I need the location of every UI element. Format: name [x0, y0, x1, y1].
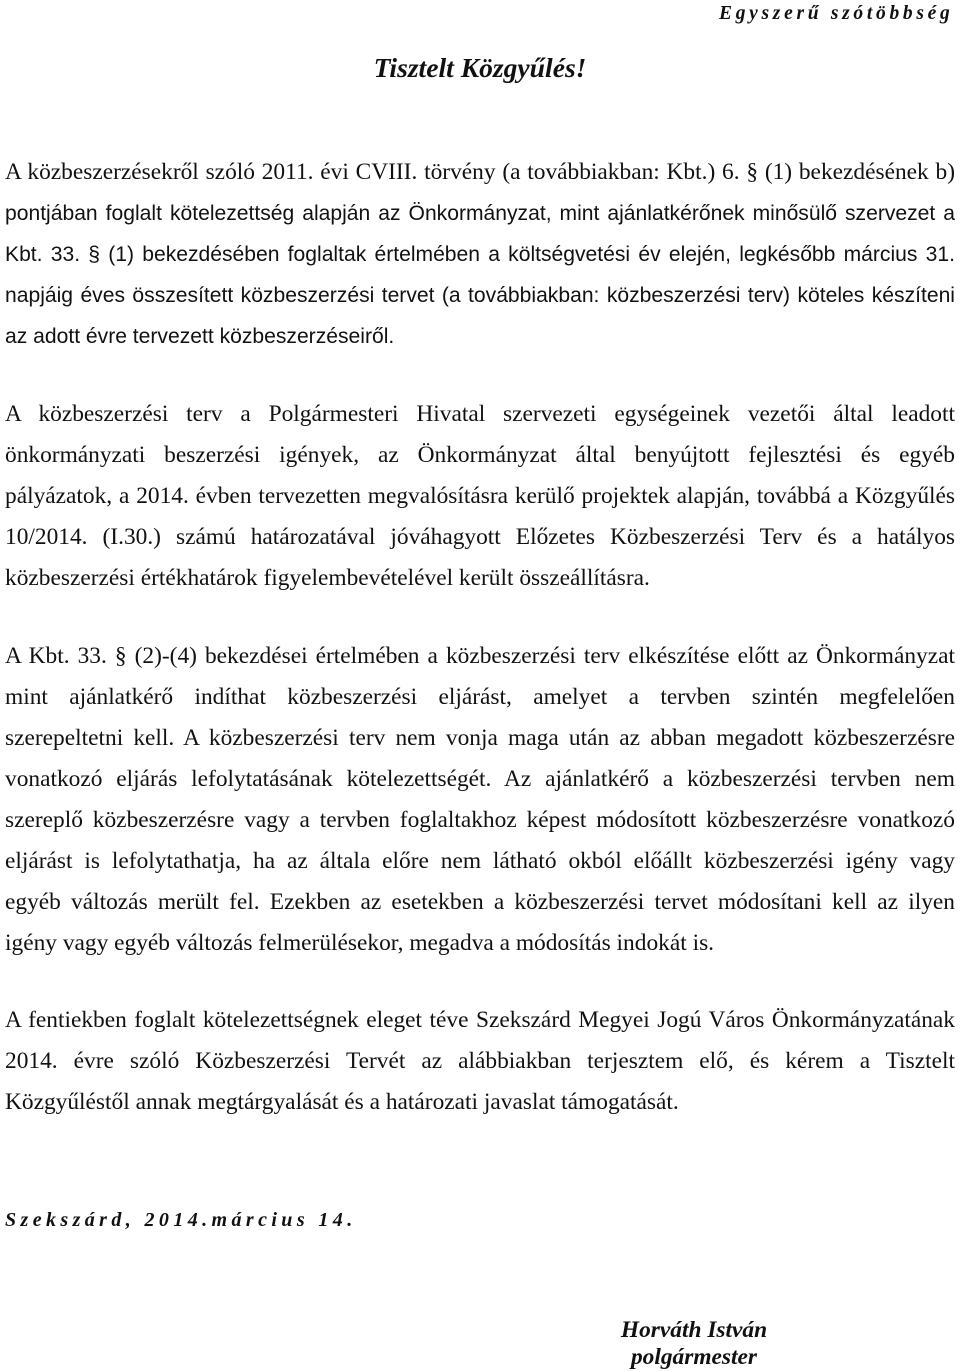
body-text-line: Kbt. 33. § (1) bekezdésében foglaltak értelmében a költségvetési év elején, legkésőbb március 31. — [5, 242, 955, 266]
body-text-line: 2014. évre szóló Közbeszerzési Tervét az alábbiakban terjesztem elő, és kérem a Tisztelt — [5, 1047, 955, 1074]
signatory-title: polgármester — [630, 1343, 758, 1370]
salutation: Tisztelt Közgyűlés! — [373, 52, 587, 83]
body-text-line: pályázatok, a 2014. évben tervezetten megvalósításra kerülő projektek alapján, továbbá a Közgyűlés — [5, 482, 955, 509]
signature-block — [594, 1317, 794, 1371]
body-text-line: mint ajánlatkérő indíthat közbeszerzési eljárást, amelyet a tervben szintén megfelelően — [5, 683, 955, 710]
body-text-line: A közbeszerzésekről szóló 2011. évi CVIII. törvény (a továbbiakban: Kbt.) 6. § (1) bekezdésének b) — [5, 158, 955, 185]
body-text-line: igény vagy egyéb változás felmerülésekor, megadva a módosítás indokát is. — [5, 930, 715, 957]
body-text-line: A fentiekben foglalt kötelezettségnek eleget téve Szekszárd Megyei Jogú Város Önkormányzatának — [5, 1006, 955, 1033]
paragraph-legal-basis — [5, 152, 955, 357]
body-text-line: egyéb változás merült fel. Ezekben az esetekben a közbeszerzési tervet módosítani kell az ilyen — [5, 889, 955, 916]
body-text-line: szereplő közbeszerzésre vagy a tervben foglaltakhoz képest módosított közbeszerzésre vonatkozó — [5, 806, 955, 833]
place-and-date: Szekszárd, 2014.március 14. — [5, 1209, 357, 1231]
body-text-line: napjáig éves összesített közbeszerzési tervet (a továbbiakban: közbeszerzési terv) köteles készíteni — [5, 283, 955, 307]
paragraph-plan-basis — [5, 394, 955, 599]
body-text-line: A Kbt. 33. § (2)-(4) bekezdései értelmében a közbeszerzési terv elkészítése előtt az Önkormányzat — [5, 642, 955, 669]
signatory-name: Horváth István — [620, 1316, 768, 1343]
vote-requirement-label: Egyszerű szótöbbség — [719, 3, 954, 24]
body-text-line: közbeszerzési értékhatárok figyelembevételével került összeállításra. — [5, 564, 650, 591]
paragraph-plan-modification — [5, 636, 955, 965]
body-text-line: önkormányzati beszerzési igények, az Önkormányzat által benyújtott fejlesztési és egyéb — [5, 441, 955, 468]
body-text-line: vonatkozó eljárás lefolytatásának kötelezettségét. Az ajánlatkérő a közbeszerzési tervben nem — [5, 765, 955, 792]
body-text-line: eljárást is lefolytathatja, ha az általa előre nem látható okból előállt közbeszerzési igény vagy — [5, 847, 955, 874]
body-text-line: A közbeszerzési terv a Polgármesteri Hivatal szervezeti egységeinek vezetői által leadott — [5, 400, 955, 427]
body-text-line: 10/2014. (I.30.) számú határozatával jóváhagyott Előzetes Közbeszerzési Terv és a hatályos — [5, 523, 955, 550]
body-text-line: az adott évre tervezett közbeszerzéseiről. — [5, 324, 395, 348]
body-text-line: szerepeltetni kell. A közbeszerzési terv nem vonja maga után az abban megadott közbeszerzésre — [5, 724, 955, 751]
body-text-line: Közgyűléstől annak megtárgyalását és a határozati javaslat támogatását. — [5, 1088, 679, 1115]
paragraph-submission — [5, 1000, 955, 1123]
body-text-line: pontjában foglalt kötelezettség alapján az Önkormányzat, mint ajánlatkérőnek minősülő szervezet a — [5, 201, 955, 225]
